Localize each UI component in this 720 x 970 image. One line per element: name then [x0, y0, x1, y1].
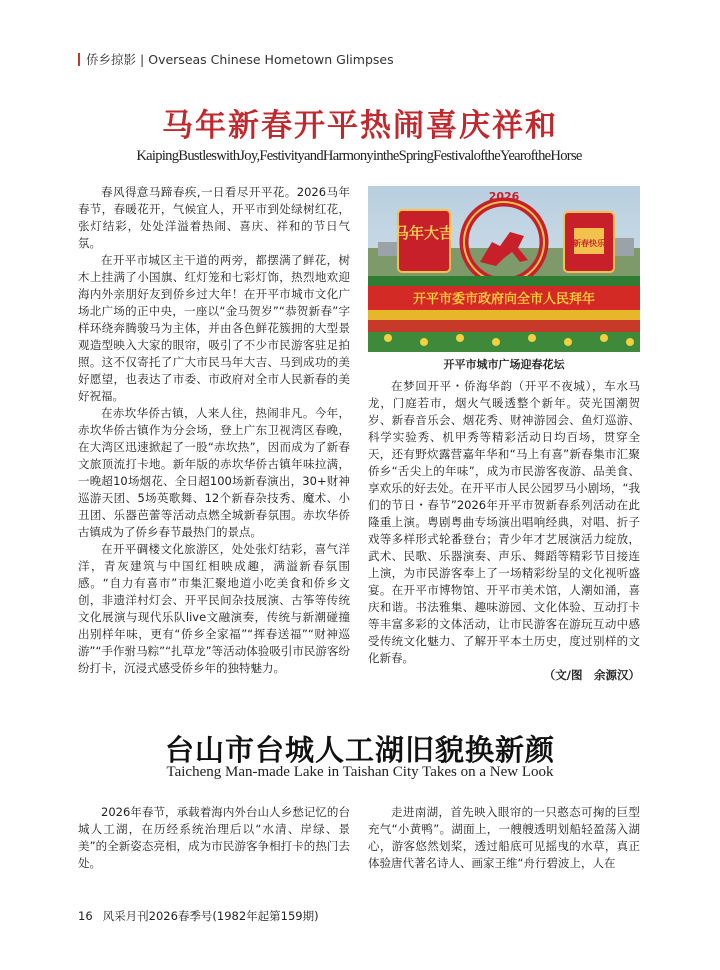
article1-credit: （文/图 余源汉） [543, 668, 640, 682]
article1-paragraph: 春风得意马蹄春疾,一日看尽开平花。2026马年春节，春暖花开，气候宜人，开平市到处绿树红花，张灯结彩，处处洋溢着热闹、喜庆、祥和的节日气氛。 [78, 185, 350, 250]
header-separator: | [140, 52, 145, 67]
article1-paragraph: 在赤坎华侨古镇，人来人往，热闹非凡。今年，赤坎华侨古镇作为分会场，登上广东卫视湾区春晚，在大湾区迅速掀起了一股“赤坎热”，因而成为了新春文旅顶流打卡地。新年版的赤坎华侨古镇年味拉满，一晚超10场烟花、全日超100场新春演出，30+财神巡游天团、5场英歌舞、12个新春杂技秀、魔术、小丑团、乐器芭蕾等活动点燃全城新春氛围。赤坎华侨古镇成为了侨乡春节最热门的景点。 [78, 406, 350, 539]
sign-left-text: 马年大吉 [393, 224, 455, 242]
photo-caption: 开平市城市广场迎春花坛 [443, 358, 565, 371]
section-name-en: Overseas Chinese Hometown Glimpses [148, 52, 394, 67]
header-accent-bar [78, 53, 80, 66]
banner-text: 开平市委市政府向全市人民拜年 [412, 292, 596, 307]
sign-center-text: 2026 [488, 190, 520, 203]
flower-display-photo [368, 186, 640, 352]
section-name-cn: 侨乡掠影 [86, 52, 137, 67]
article1-left-column [78, 184, 350, 677]
article2-subtitle: Taicheng Man-made Lake in Taishan City Takes on a New Look [166, 764, 554, 780]
section-header [78, 50, 394, 68]
article2-left-column [78, 804, 350, 872]
article1-right-column [368, 378, 640, 684]
publication-info: 风采月刊2026春季号(1982年起第159期) [102, 909, 319, 923]
flower-display-illustration [368, 186, 640, 352]
sign-right-text: 新春快乐 [573, 239, 605, 248]
page-footer [78, 908, 319, 924]
article1-paragraph: 在开平碉楼文化旅游区，处处张灯结彩，喜气洋洋，青灰建筑与中国红相映成趣，满溢新春氛围感。“自力有喜市”市集汇聚地道小吃美食和侨乡文创，非遗洋村灯会、开平民间杂技展演、古筝等传统文化展演与现代乐队live文融演奏，传统与新潮碰撞出别样年味，更有“侨乡全家福”“挥春送福”“财神巡游”“手作驸马粽”“扎草龙”等活动体验吸引市民游客纷纷打卡，沉浸式感受侨乡年的独特魅力。 [78, 542, 350, 675]
page-number: 16 [78, 909, 93, 923]
article2-paragraph: 2026年春节，承载着海内外台山人乡愁记忆的台城人工湖，在历经系统治理后以“水清、岸绿、景美”的全新姿态亮相，成为市民游客争相打卡的热门去处。 [78, 805, 350, 870]
article2-title: 台山市台城人工湖旧貌换新颜 [164, 733, 555, 767]
article1-title: 马年新春开平热闹喜庆祥和 [162, 108, 558, 144]
article2-paragraph: 走进南湖，首先映入眼帘的一只憨态可掬的巨型充气“小黄鸭”。湖面上，一艘艘透明划船轻盈荡入湖心，游客悠然划桨，透过船底可见摇曳的水草，真正体验唐代著名诗人、画家王维“舟行碧波上，人在 [368, 805, 640, 870]
article1-paragraph: 在开平市城区主干道的两旁，都摆满了鲜花，树木上挂满了小国旗、红灯笼和七彩灯饰，热烈地欢迎海内外亲朋好友到侨乡过大年！在开平市城市文化广场北广场的正中央，一座以“金马贺岁”“恭贺新春”字样环绕奔腾骏马为主体，并由各色鲜花簇拥的大型景观造型映入大家的眼帘，吸引了不少市民游客驻足拍照。这不仅寄托了广大市民马年大吉、马到成功的美好愿望，也表达了市委、市政府对全市人民新春的美好祝福。 [78, 253, 350, 403]
article1-subtitle: KaipingBustleswithJoy,FestivityandHarmonyintheSpringFestivaloftheYearoftheHorse [136, 148, 582, 164]
article2-right-column [368, 804, 640, 872]
article1-paragraph: 在梦回开平・侨海华韵（开平不夜城），车水马龙，门庭若市，烟火气暖透整个新年。荧光国潮贺岁、新春音乐会、烟花秀、财神游园会、鱼灯巡游、科学实验秀、机甲秀等精彩活动日均百场，贯穿全天，还有野炊露营嘉年华和“马上有喜”新春集市汇聚侨乡“舌尖上的年味”，成为市民游客夜游、品美食、享欢乐的好去处。在开平市人民公园罗马小剧场，“我们的节日・春节”2026年开平市贺新春系列活动在此隆重上演。粤剧粤曲专场演出唱响经典，对唱、折子戏等多样形式轮番登台；青少年才艺展演活力绽放，武术、民歌、乐器演奏、声乐、舞蹈等精彩节目接连上演，为市民游客奉上了一场精彩纷呈的文化视听盛宴。在开平市博物馆、开平市美术馆，人潮如涌，喜庆和谐。书法雅集、趣味游园、文化体验、互动打卡等丰富多彩的文体活动，让市民游客在游玩互动中感受传统文化魅力、了解开平本土历史，度过别样的文化新春。 [368, 379, 640, 665]
